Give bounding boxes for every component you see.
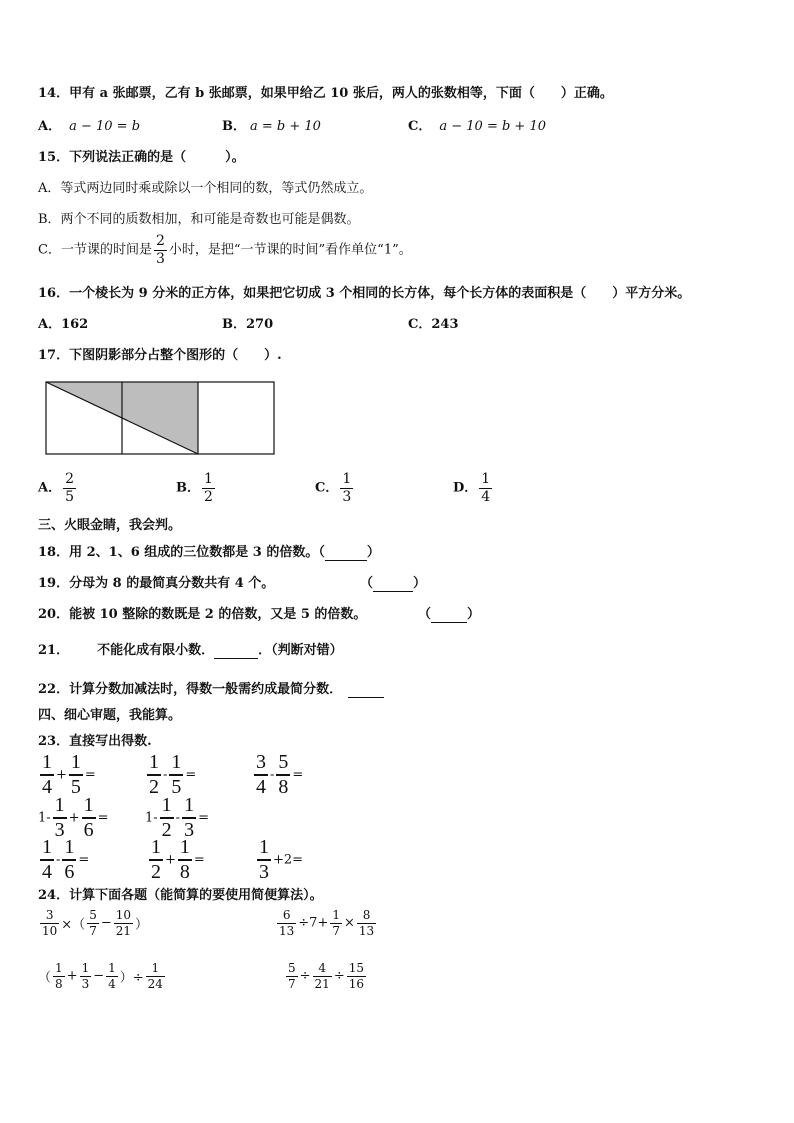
- q23-expr-3: $\frac{3}{4}$ - $\frac{5}{8}$ =: [256, 751, 304, 798]
- q18-answer-blank[interactable]: [325, 545, 367, 561]
- fraction-two-thirds: $\frac{2}{3}$: [155, 233, 165, 267]
- q15-option-a[interactable]: A．等式两边同时乘或除以一个相同的数，等式仍然成立。: [38, 181, 373, 196]
- q24-expr-4: $\frac{5}{7}$ ÷ $\frac{4}{21}$ ÷ $\frac{15}{16}$: [288, 961, 365, 991]
- q24-stem: 24．计算下面各题（能简算的要使用简便算法）。: [38, 888, 323, 903]
- q15-stem: 15．下列说法正确的是（ ）。: [38, 150, 245, 165]
- q16-stem: 16．一个棱长为 9 分米的正方体，如果把它切成 3 个相同的长方体，每个长方体的表面积是（ ）平方分米。: [38, 286, 691, 301]
- q23-expr-4: 1- $\frac{1}{3}$ + $\frac{1}{6}$ =: [38, 794, 109, 841]
- q14-stem: 14．甲有 a 张邮票，乙有 b 张邮票，如果甲给乙 10 张后，两人的张数相等，下面（ ）正确。: [38, 86, 613, 101]
- q24-expr-3: （ $\frac{1}{8}$ + $\frac{1}{3}$ − $\frac{1}{4}$ ）÷ $\frac{1}{24}$: [38, 961, 163, 991]
- q24-expr-1: $\frac{3}{10}$ ×（ $\frac{5}{7}$ − $\frac{10}{21}$ ）: [42, 908, 149, 938]
- q15-option-b[interactable]: B．两个不同的质数相加，和可能是奇数也可能是偶数。: [38, 212, 360, 227]
- q18: 18．用 2、1、6 组成的三位数都是 3 的倍数。（ ）: [38, 545, 380, 560]
- q14-option-a[interactable]: A． a − 10 = b: [38, 119, 141, 134]
- q23-stem: 23．直接写出得数.: [38, 734, 152, 749]
- q23-expr-7: $\frac{1}{2}$ + $\frac{1}{8}$ =: [151, 836, 205, 883]
- q17-option-d[interactable]: D． $\frac{1}{4}$: [453, 471, 491, 505]
- q20: 20．能被 10 整除的数既是 2 的倍数，又是 5 的倍数。: [38, 607, 367, 622]
- q17-option-a[interactable]: A． $\frac{2}{5}$: [38, 471, 75, 505]
- q21: 21． 不能化成有限小数． ．（判断对错）: [38, 643, 343, 658]
- q23-expr-6: $\frac{1}{4}$ - $\frac{1}{6}$ =: [42, 836, 90, 883]
- q23-expr-1: $\frac{1}{4}$ + $\frac{1}{5}$ =: [42, 751, 96, 798]
- q17-option-c[interactable]: C． $\frac{1}{3}$: [315, 471, 352, 505]
- q19-answer[interactable]: （ ）: [360, 576, 427, 591]
- q19: 19．分母为 8 的最简真分数共有 4 个。: [38, 576, 275, 591]
- q21-answer-blank[interactable]: [214, 643, 258, 659]
- q14-option-b[interactable]: B． a = b + 10: [222, 119, 321, 134]
- q17-shaded-figure: [44, 380, 278, 456]
- q24-expr-2: $\frac{6}{13}$ ÷7+ $\frac{1}{7}$ × $\frac{8}{13}$: [279, 908, 375, 938]
- q17-option-b[interactable]: B． $\frac{1}{2}$: [176, 471, 213, 505]
- q23-expr-2: $\frac{1}{2}$ - $\frac{1}{5}$ =: [149, 751, 197, 798]
- section-3-heading: 三、火眼金睛，我会判。: [38, 518, 182, 533]
- q16-option-b[interactable]: B．270: [222, 317, 274, 332]
- q23-expr-8: $\frac{1}{3}$ +2=: [259, 836, 304, 883]
- q16-option-c[interactable]: C．243: [408, 317, 459, 332]
- q17-stem: 17．下图阴影部分占整个图形的（ ）.: [38, 348, 282, 363]
- q15-option-c[interactable]: C．一节课的时间是 $\frac{2}{3}$ 小时，是把“一节课的时间”看作单位“1”。: [38, 233, 412, 267]
- q20-answer[interactable]: （ ）: [418, 607, 481, 622]
- q23-expr-5: 1- $\frac{1}{2}$ - $\frac{1}{3}$ =: [145, 794, 209, 841]
- q14-option-c[interactable]: C． a − 10 = b + 10: [408, 119, 546, 134]
- q22: 22．计算分数加减法时，得数一般需约成最简分数．: [38, 678, 384, 698]
- q22-answer-blank[interactable]: [348, 682, 384, 698]
- section-4-heading: 四、细心审题，我能算。: [38, 708, 182, 723]
- q16-option-a[interactable]: A．162: [38, 317, 89, 332]
